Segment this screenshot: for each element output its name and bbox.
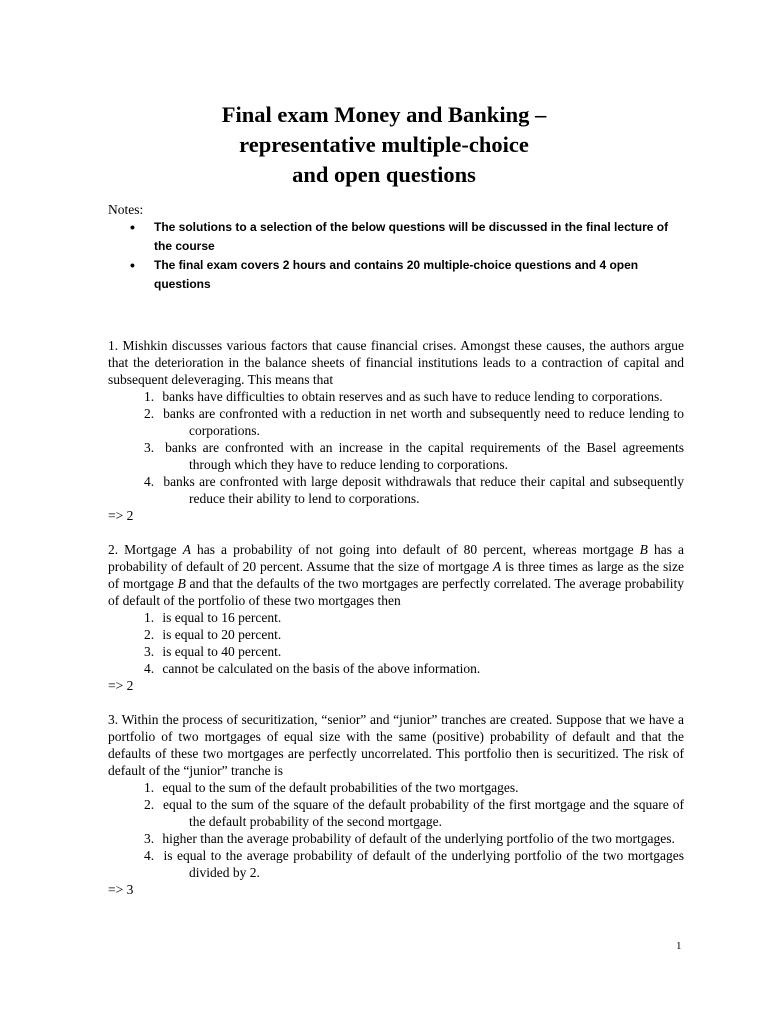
option-number: 3. [144, 644, 155, 659]
option-text: banks are confronted with large deposit withdrawals that reduce their capital and subsequently reduce their ability to lend to corporations. [163, 474, 685, 506]
option-number: 2. [144, 627, 155, 642]
questions-section [108, 337, 684, 915]
option-number: 3. [144, 440, 155, 455]
title-line-3: and open questions [292, 162, 476, 187]
option-item [144, 796, 684, 830]
option-item [144, 847, 684, 881]
variable-a: A [182, 542, 191, 557]
notes-label: Notes: [108, 202, 144, 217]
option-list [108, 609, 684, 677]
title-line-1: Final exam Money and Banking – [221, 102, 547, 127]
question-1 [108, 337, 684, 524]
question-stem: 1. Mishkin discusses various factors that cause financial crises. Amongst these causes, the authors argue that the deterioration in the balance sheets of financial institutions leads to a contraction of capital and subsequent deleveraging. This means that [108, 338, 684, 387]
option-text: banks are confronted with an increase in the capital requirements of the Basel agreements through which they have to reduce lending to corporations. [165, 440, 685, 472]
question-stem [108, 541, 684, 609]
option-item [144, 388, 684, 405]
option-item [144, 643, 684, 660]
option-text: is equal to 16 percent. [162, 610, 282, 625]
option-number: 1. [144, 780, 155, 795]
answer-key: => 2 [108, 508, 134, 523]
option-list [108, 388, 684, 507]
option-text: is equal to the average probability of default of the underlying portfolio of the two mortgages divided by 2. [163, 848, 685, 880]
page-number: 1 [676, 940, 682, 952]
option-number: 4. [144, 474, 155, 489]
notes-section [108, 201, 688, 294]
question-2 [108, 541, 684, 694]
answer-key: => 2 [108, 678, 134, 693]
option-text: equal to the sum of the square of the default probability of the first mortgage and the square of the default probability of the second mortgage. [163, 797, 685, 829]
answer-key: => 3 [108, 882, 134, 897]
stem-text: and that the defaults of the two mortgages are perfectly correlated. The average probability of default of the portfolio of these two mortgages then [108, 576, 684, 608]
title-line-2: representative multiple-choice [239, 132, 529, 157]
option-number: 2. [144, 797, 155, 812]
option-number: 1. [144, 389, 155, 404]
notes-list [108, 218, 688, 294]
option-number: 3. [144, 831, 155, 846]
option-number: 1. [144, 610, 155, 625]
stem-text: has a probability of default of 20 percent. Assume that the size of mortgage [108, 542, 684, 574]
notes-item: • The final exam covers 2 hours and contains 20 multiple-choice questions and 4 open questions [108, 256, 688, 294]
option-list [108, 779, 684, 881]
variable-a: A [492, 559, 502, 574]
option-text: banks have difficulties to obtain reserves and as such have to reduce lending to corporations. [162, 389, 663, 404]
option-text: banks are confronted with a reduction in net worth and subsequently need to reduce lending to corporations. [163, 406, 684, 438]
option-text: higher than the average probability of default of the underlying portfolio of the two mortgages. [162, 831, 675, 846]
option-item [144, 779, 684, 796]
option-number: 4. [144, 661, 155, 676]
option-item [144, 626, 684, 643]
option-number: 2. [144, 406, 155, 421]
option-text: is equal to 40 percent. [162, 644, 282, 659]
option-text: cannot be calculated on the basis of the above information. [162, 661, 481, 676]
option-item [144, 609, 684, 626]
notes-item: • The solutions to a selection of the below questions will be discussed in the final lecture of the course [108, 218, 688, 256]
stem-text: has a probability of not going into default of 80 percent, whereas mortgage [190, 542, 640, 557]
variable-b: B [639, 542, 648, 557]
stem-text: 2. Mortgage [108, 542, 183, 557]
option-number: 4. [144, 848, 155, 863]
question-stem: 3. Within the process of securitization, “senior” and “junior” tranches are created. Suppose that we have a portfolio of two mortgages of equal size with the same (positive) probability of default and that the defaults of these two mortgages are perfectly uncorrelated. This portfolio then is securitized. The risk of default of the “junior” tranche is [108, 712, 684, 778]
option-item [144, 439, 684, 473]
document-title [0, 100, 768, 190]
option-text: equal to the sum of the default probabilities of the two mortgages. [162, 780, 519, 795]
variable-b: B [177, 576, 186, 591]
stem-text: is three times as large as the size of mortgage [108, 559, 684, 591]
option-text: is equal to 20 percent. [162, 627, 282, 642]
option-item [144, 473, 684, 507]
option-item [144, 830, 684, 847]
option-item [144, 405, 684, 439]
option-item [144, 660, 684, 677]
question-3 [108, 711, 684, 898]
